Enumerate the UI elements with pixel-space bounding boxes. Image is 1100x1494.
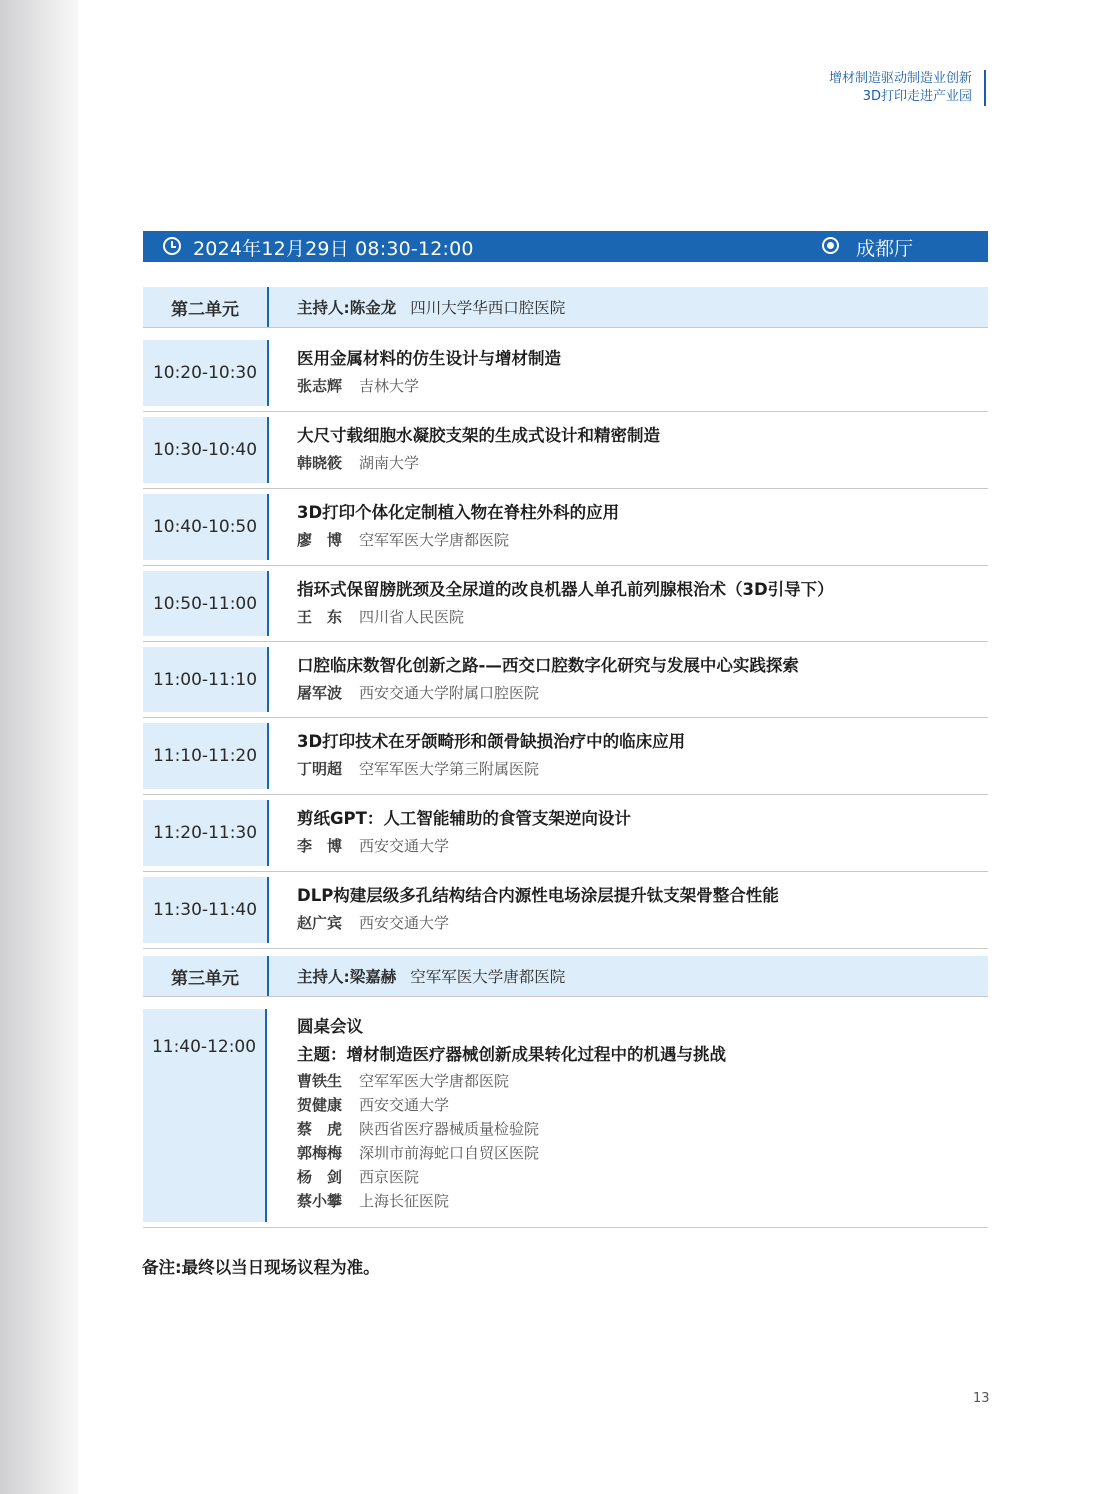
speaker-org: 西安交通大学附属口腔医院: [359, 684, 540, 702]
session-title: DLP构建层级多孔结构结合内源性电场涂层提升钛支架骨整合性能: [297, 886, 779, 905]
session-title: 大尺寸载细胞水凝胶支架的生成式设计和精密制造: [297, 426, 660, 445]
panelist-name: 曹铁生: [297, 1072, 343, 1090]
panelist-org: 西安交通大学: [359, 1096, 450, 1114]
panelist: [297, 1069, 978, 1093]
unit-row-2: [143, 287, 988, 328]
session-row: [143, 489, 988, 566]
session-time: 11:10-11:20: [143, 723, 269, 789]
session-time: 11:00-11:10: [143, 647, 269, 712]
panelist-org: 陕西省医疗器械质量检验院: [359, 1120, 540, 1138]
banner-venue: 成都厅: [856, 238, 914, 260]
panelist-name: 郭梅梅: [297, 1144, 343, 1162]
speaker-name: 张志辉: [297, 377, 343, 395]
panelist-org: 上海长征医院: [359, 1192, 450, 1210]
panelist: [297, 1141, 978, 1165]
session-time: 10:30-10:40: [143, 417, 269, 483]
clock-icon: [163, 237, 181, 255]
panelist-name: 杨 剑: [297, 1168, 343, 1186]
speaker-org: 四川省人民医院: [359, 608, 465, 626]
session-row: [143, 872, 988, 949]
speaker-name: 屠军波: [297, 684, 343, 702]
session-row: [143, 412, 988, 489]
unit-host: [297, 956, 565, 996]
speaker-name: 韩晓筱: [297, 454, 343, 472]
panelist: [297, 1189, 978, 1213]
running-header: [829, 70, 986, 106]
speaker-org: 空军军医大学唐都医院: [359, 531, 510, 549]
unit-row-3: [143, 956, 988, 997]
speaker-name: 李 博: [297, 837, 343, 855]
session-row: [143, 642, 988, 718]
session-time: 11:40-12:00: [143, 1009, 267, 1222]
schedule-banner: [143, 231, 988, 262]
speaker-name: 赵广宾: [297, 914, 343, 932]
unit-host: [297, 287, 565, 327]
roundtable-row: [143, 1004, 988, 1228]
session-time: 11:20-11:30: [143, 800, 269, 866]
panelist-org: 西京医院: [359, 1168, 420, 1186]
session-title: 口腔临床数智化创新之路-—西交口腔数字化研究与发展中心实践探索: [297, 656, 799, 675]
session-title: 3D打印技术在牙颌畸形和颌骨缺损治疗中的临床应用: [297, 732, 686, 751]
panelist: [297, 1117, 978, 1141]
host-org: 空军军医大学唐都医院: [410, 968, 566, 986]
banner-date-time: 2024年12月29日 08:30-12:00: [193, 238, 474, 260]
unit-label: 第三单元: [143, 956, 269, 996]
speaker-org: 空军军医大学第三附属医院: [359, 760, 540, 778]
page-number: 13: [973, 1391, 990, 1406]
roundtable-title: 圆桌会议: [297, 1017, 363, 1036]
speaker-org: 吉林大学: [359, 377, 420, 395]
header-line-2: 3D打印走进产业园: [862, 89, 972, 104]
session-time: 10:50-11:00: [143, 571, 269, 636]
speaker-name: 廖 博: [297, 531, 343, 549]
page-spine-shadow: [0, 0, 78, 1494]
panelist: [297, 1093, 978, 1117]
session-row: [143, 718, 988, 795]
panelist-name: 蔡 虎: [297, 1120, 343, 1138]
speaker-org: 西安交通大学: [359, 837, 450, 855]
session-title: 3D打印个体化定制植入物在脊柱外科的应用: [297, 503, 620, 522]
speaker-name: 王 东: [297, 608, 343, 626]
session-time: 11:30-11:40: [143, 877, 269, 943]
session-row: [143, 566, 988, 642]
panelist-org: 空军军医大学唐都医院: [359, 1072, 510, 1090]
session-title: 医用金属材料的仿生设计与增材制造: [297, 349, 561, 368]
session-row: [143, 335, 988, 412]
location-pin-icon: [822, 237, 839, 254]
roundtable-theme: 主题：增材制造医疗器械创新成果转化过程中的机遇与挑战: [297, 1045, 726, 1064]
host-label: 主持人:梁嘉赫: [297, 968, 397, 986]
speaker-org: 湖南大学: [359, 454, 420, 472]
panelist: [297, 1165, 978, 1189]
panelist-name: 贺健康: [297, 1096, 343, 1114]
panelist-name: 蔡小攀: [297, 1192, 343, 1210]
speaker-name: 丁明超: [297, 760, 343, 778]
unit-label: 第二单元: [143, 287, 269, 327]
session-time: 10:20-10:30: [143, 340, 269, 406]
host-label: 主持人:陈金龙: [297, 299, 397, 317]
panelist-org: 深圳市前海蛇口自贸区医院: [359, 1144, 540, 1162]
session-title: 指环式保留膀胱颈及全尿道的改良机器人单孔前列腺根治术（3D引导下）: [297, 580, 834, 599]
speaker-org: 西安交通大学: [359, 914, 450, 932]
footnote: 备注:最终以当日现场议程为准。: [142, 1258, 380, 1277]
host-org: 四川大学华西口腔医院: [410, 299, 566, 317]
session-title: 剪纸GPT：人工智能辅助的食管支架逆向设计: [297, 809, 631, 828]
session-row: [143, 795, 988, 872]
header-line-1: 增材制造驱动制造业创新: [828, 71, 972, 86]
session-time: 10:40-10:50: [143, 494, 269, 560]
